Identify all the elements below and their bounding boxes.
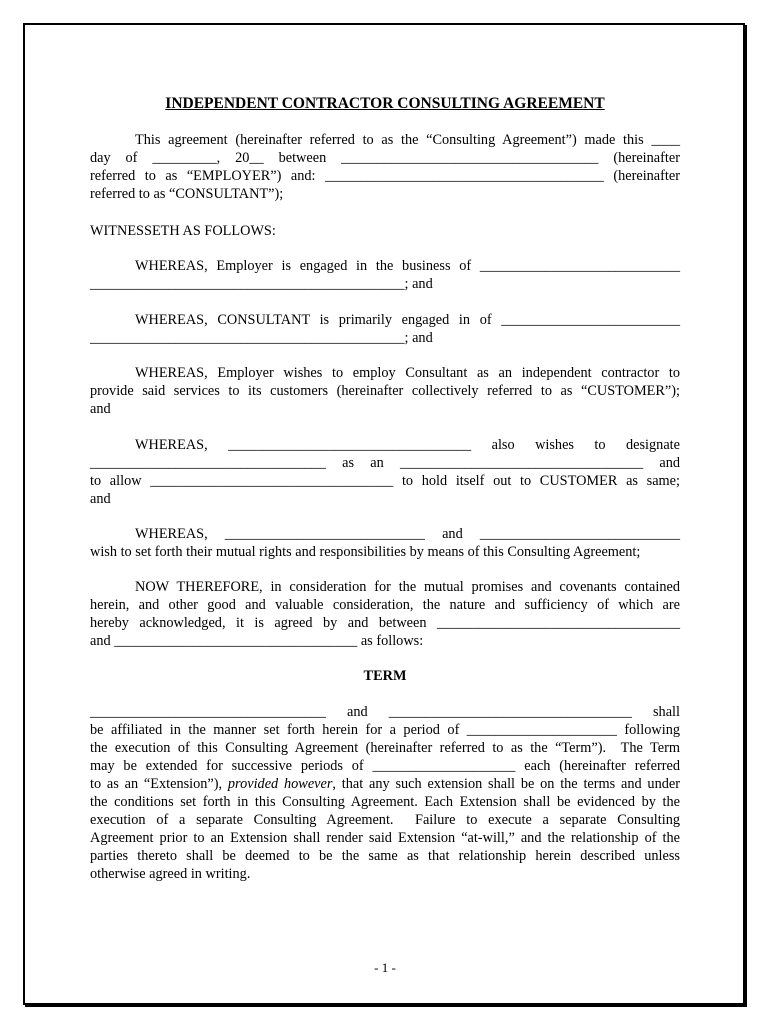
intro-line: referred to as “EMPLOYER”) and: _______________________________________ (hereinafter (90, 168, 680, 184)
paragraph-line: WHEREAS, __________________________________ also wishes to designate (135, 437, 680, 453)
whereas-employ-paragraph (90, 364, 680, 418)
intro-paragraph (90, 131, 680, 203)
term-paragraph (90, 703, 680, 883)
whereas-consultant-paragraph (90, 311, 680, 347)
whereas-business-paragraph (90, 257, 680, 293)
whereas-designate-paragraph (90, 436, 680, 508)
document-title: INDEPENDENT CONTRACTOR CONSULTING AGREEMENT (165, 95, 605, 112)
paragraph-line: the conditions set forth in this Consulting Agreement. Each Extension shall be evidenced by the (90, 794, 680, 810)
now-therefore-paragraph (90, 578, 680, 650)
extension-text-after: , that any such extension shall be on the terms and under (332, 776, 680, 792)
paragraph-line: wish to set forth their mutual rights and responsibilities by means of this Consulting Agreement; (90, 544, 641, 560)
paragraph-line: _________________________________ and __________________________________ shall (90, 704, 680, 720)
paragraph-line: be affiliated in the manner set forth herein for a period of _____________________ following (90, 722, 680, 738)
provided-however-text: provided however (227, 776, 333, 792)
witnesseth-text: WITNESSETH AS FOLLOWS: (90, 223, 276, 239)
witnesseth-heading (90, 222, 680, 240)
paragraph-line: WHEREAS, Employer wishes to employ Consultant as an independent contractor to (135, 365, 680, 381)
paragraph-line: to allow __________________________________ to hold itself out to CUSTOMER as same; (90, 473, 680, 489)
paragraph-line: execution of a separate Consulting Agreement. Failure to execute a separate Consulting (90, 812, 680, 828)
paragraph-line: ____________________________________________; and (90, 330, 433, 346)
paragraph-line: parties thereto shall be deemed to be the same as that relationship herein described unless (90, 848, 680, 864)
paragraph-line: the execution of this Consulting Agreement (hereinafter referred to as the “Term”). The Term (90, 740, 680, 756)
paragraph-line: ____________________________________________; and (90, 276, 433, 292)
paragraph-line: and __________________________________ as follows: (90, 633, 424, 649)
extension-text: to as an “Extension”), (90, 776, 228, 792)
paragraph-line: herein, and other good and valuable consideration, the nature and sufficiency of which are (90, 597, 680, 613)
paragraph-line: provide said services to its customers (hereinafter collectively referred to as “CUSTOMER”); (90, 383, 680, 399)
paragraph-line: otherwise agreed in writing. (90, 866, 251, 882)
intro-line: This agreement (hereinafter referred to as the “Consulting Agreement”) made this ____ (135, 132, 680, 148)
intro-line: referred to as “CONSULTANT”); (90, 186, 284, 202)
term-heading: TERM (363, 668, 407, 684)
paragraph-line: WHEREAS, ____________________________ and ____________________________ (135, 526, 680, 542)
paragraph-line: and (90, 491, 111, 507)
paragraph-line: _________________________________ as an __________________________________ and (90, 455, 680, 471)
paragraph-line: and (90, 401, 111, 417)
page-number: - 1 - (374, 960, 396, 975)
paragraph-line (90, 775, 680, 793)
paragraph-line: hereby acknowledged, it is agreed by and between __________________________________ (90, 615, 680, 631)
paragraph-line: WHEREAS, CONSULTANT is primarily engaged in of _________________________ (135, 312, 680, 328)
paragraph-line: may be extended for successive periods of ____________________ each (hereinafter referred (90, 758, 680, 774)
paragraph-line: NOW THEREFORE, in consideration for the mutual promises and covenants contained (135, 579, 680, 595)
whereas-rights-paragraph (90, 525, 680, 561)
paragraph-line: Agreement prior to an Extension shall render said Extension “at-will,” and the relationship of the (90, 830, 680, 846)
intro-line: day of _________, 20__ between ____________________________________ (hereinafter (90, 150, 680, 166)
paragraph-line: WHEREAS, Employer is engaged in the business of ____________________________ (135, 258, 680, 274)
